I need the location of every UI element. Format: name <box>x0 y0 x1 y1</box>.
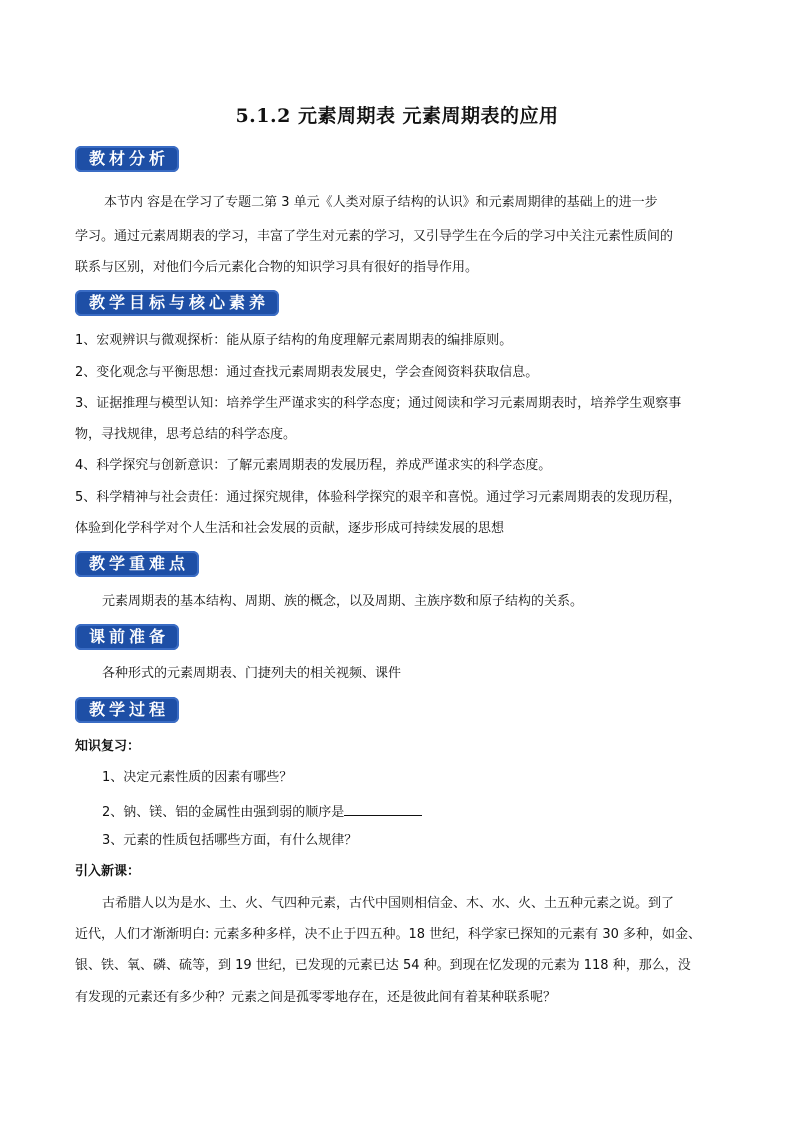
section-heading-goals: 教学目标与核心素养 <box>75 290 279 316</box>
goal-line-3: 3、证据推理与模型认知：培养学生严谨求实的科学态度；通过阅读和学习元素周期表时，培养学生观察事 <box>75 396 682 411</box>
document-title: 5.1.2 元素周期表 元素周期表的应用 <box>235 105 559 127</box>
goal-line-7: 体验到化学科学对个人生活和社会发展的贡献，逐步形成可持续发展的思想 <box>75 521 505 536</box>
review-item-3: 3、元素的性质包括哪些方面，有什么规律？ <box>102 833 358 848</box>
goal-line-2: 2、变化观念与平衡思想：通过查找元素周期表发展史，学会查阅资料获取信息。 <box>75 365 539 380</box>
preparation-line-1: 各种形式的元素周期表、门捷列夫的相关视频、课件 <box>102 666 402 681</box>
analysis-line-1: 本节内 容是在学习了专题二第 3 单元《人类对原子结构的认识》和元素周期律的基础上的进一步 <box>104 195 658 210</box>
key-points-line-1: 元素周期表的基本结构、周期、族的概念，以及周期、主族序数和原子结构的关系。 <box>102 594 584 609</box>
section-heading-analysis: 教材分析 <box>75 146 179 172</box>
intro-line-1: 古希腊人以为是水、土、火、气四种元素，古代中国则相信金、木、水、火、土五种元素之说。到了 <box>102 896 675 911</box>
section-heading-key-points: 教学重难点 <box>75 551 199 577</box>
intro-line-3: 银、铁、氧、磷、硫等，到 19 世纪，已发现的元素已达 54 种。到现在忆发现的元素为 118 种，那么，没 <box>75 958 691 973</box>
review-item-1: 1、决定元素性质的因素有哪些？ <box>102 770 293 785</box>
analysis-line-2: 学习。通过元素周期表的学习，丰富了学生对元素的学习，又引导学生在今后的学习中关注元素性质间的 <box>75 229 674 244</box>
answer-blank-line <box>344 801 422 816</box>
review-label: 知识复习： <box>75 739 141 754</box>
review-item-2-text: 2、钠、镁、铝的金属性由强到弱的顺序是 <box>102 805 345 820</box>
intro-line-4: 有发现的元素还有多少种？元素之间是孤零零地存在，还是彼此间有着某种联系呢？ <box>75 990 557 1005</box>
section-heading-preparation: 课前准备 <box>75 624 179 650</box>
intro-label: 引入新课： <box>75 864 141 879</box>
goal-line-6: 5、科学精神与社会责任：通过探究规律，体验科学探究的艰辛和喜悦。通过学习元素周期表的发现历程， <box>75 490 682 505</box>
goal-line-5: 4、科学探究与创新意识：了解元素周期表的发展历程，养成严谨求实的科学态度。 <box>75 458 552 473</box>
goal-line-4: 物，寻找规律，思考总结的科学态度。 <box>75 427 297 442</box>
goal-line-1: 1、宏观辨识与微观探析：能从原子结构的角度理解元素周期表的编排原则。 <box>75 333 513 348</box>
review-item-2 <box>102 801 422 822</box>
intro-line-2: 近代，人们才渐渐明白: 元素多种多样，决不止于四五种。18 世纪，科学家已探知的元素有 30 多种，如金、 <box>75 927 701 942</box>
analysis-line-3: 联系与区别，对他们今后元素化合物的知识学习具有很好的指导作用。 <box>75 260 479 275</box>
section-heading-process: 教学过程 <box>75 697 179 723</box>
